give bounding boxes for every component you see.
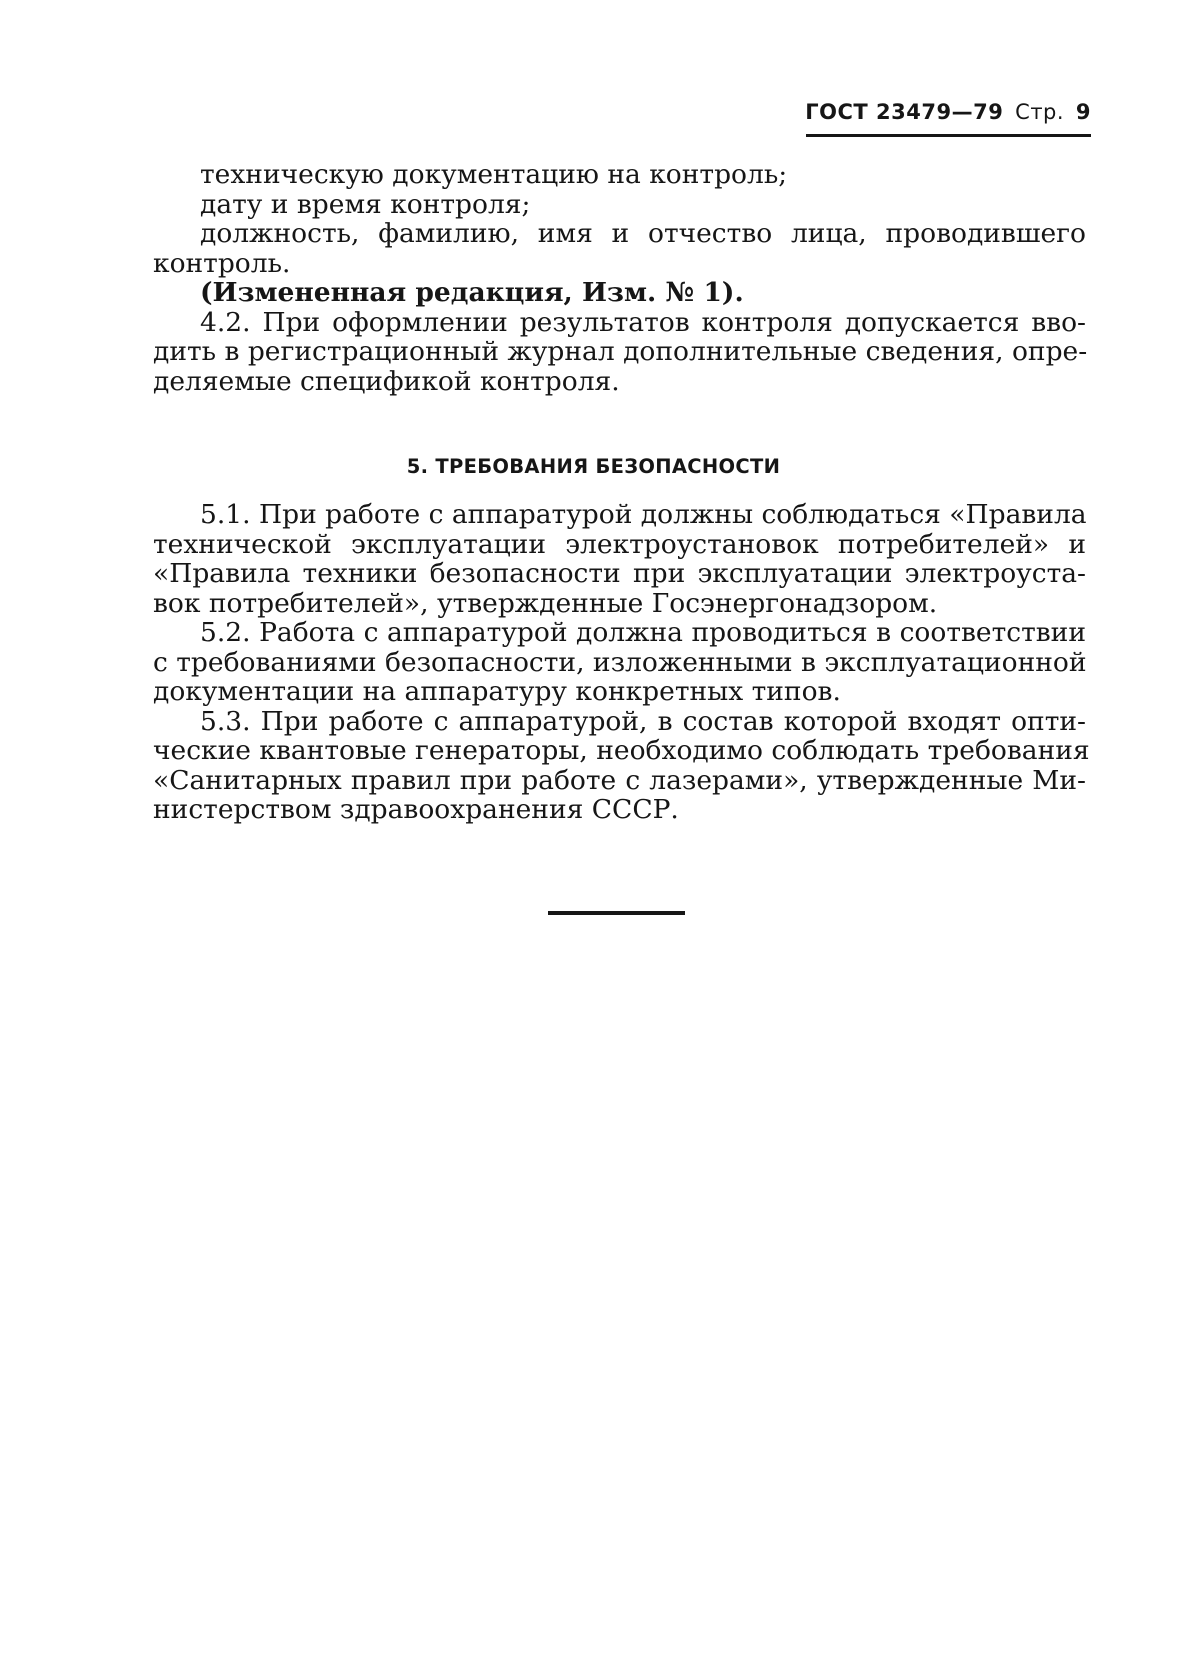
text-line: нистерством здравоохранения СССР.	[153, 794, 679, 825]
section-heading: 5. ТРЕБОВАНИЯ БЕЗОПАСНОСТИ	[406, 455, 781, 478]
header-rule	[806, 134, 1091, 137]
body-block-4-1	[153, 160, 1086, 396]
text-line: 5.3. При работе с аппаратурой, в состав которой входят опти-	[200, 705, 1086, 737]
page-number: 9	[1075, 100, 1091, 124]
text-line: технической эксплуатации электроустановок потребителей» и	[153, 528, 1086, 560]
text-line: контроль.	[153, 247, 291, 279]
text-line: «Правила техники безопасности при эксплуатации электроуста-	[153, 558, 1086, 589]
document-code: ГОСТ 23479—79	[805, 100, 1004, 124]
text-line: 5.2. Работа с аппаратурой должна проводиться в соответствии	[200, 617, 1086, 648]
text-line: с требованиями безопасности, изложенными в эксплуатационной	[153, 646, 1087, 678]
text-line: 5.1. При работе с аппаратурой должны соблюдаться «Правила	[200, 499, 1087, 530]
text-line: документации на аппаратуру конкретных типов.	[153, 676, 841, 707]
text-line: деляемые спецификой контроля.	[153, 365, 620, 397]
amendment-note: (Измененная редакция, Изм. № 1).	[200, 277, 744, 308]
text-line: должность, фамилию, имя и отчество лица, проводившего	[200, 218, 1086, 249]
text-line: «Санитарных правил при работе с лазерами», утвержденные Ми-	[153, 764, 1086, 796]
text-line: вок потребителей», утвержденные Госэнергонадзором.	[153, 587, 938, 619]
body-block-5	[153, 499, 1090, 825]
text-line: ческие квантовые генераторы, необходимо соблюдать требования	[153, 735, 1090, 766]
text-line: дату и время контроля;	[200, 188, 531, 220]
end-rule	[548, 911, 685, 915]
text-line: техническую документацию на контроль;	[200, 159, 788, 190]
page-label: Стр.	[1015, 100, 1065, 124]
page-header	[805, 100, 1091, 124]
text-line: 4.2. При оформлении результатов контроля допускается вво-	[200, 306, 1086, 338]
text-line: дить в регистрационный журнал дополнительные сведения, опре-	[153, 336, 1088, 367]
